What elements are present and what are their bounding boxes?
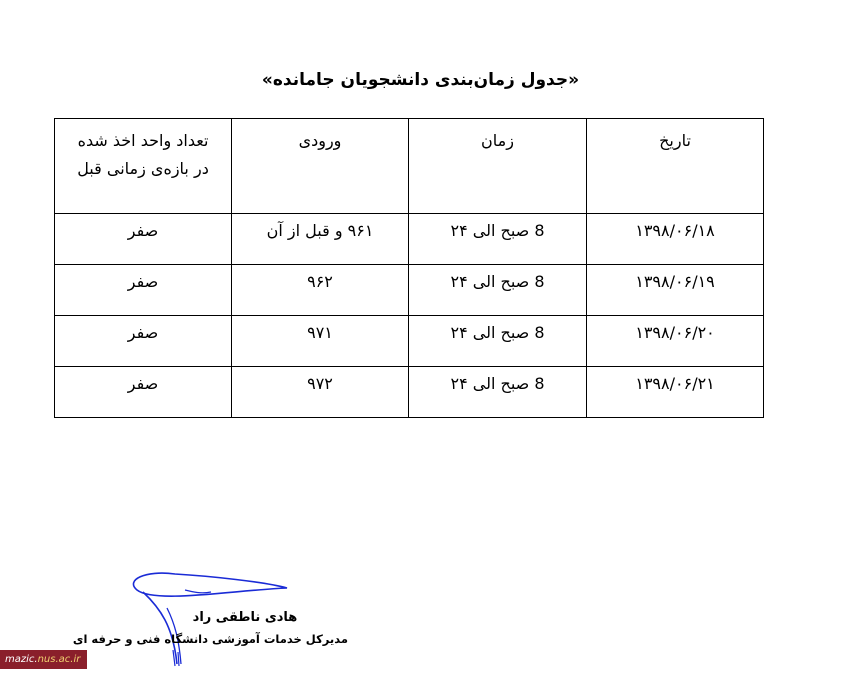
header-units-line2: در بازه‌ی زمانی قبل <box>77 159 209 178</box>
table-row <box>55 316 764 367</box>
cell-time: 8 صبح الی ۲۴ <box>409 265 587 316</box>
cell-date: ۱۳۹۸/۰۶/۲۱ <box>587 367 764 418</box>
cell-units: صفر <box>55 316 232 367</box>
watermark-domain: nus.ac.ir <box>37 654 81 665</box>
cell-entry: ۹۶۱ و قبل از آن <box>232 214 409 265</box>
website-watermark <box>0 650 87 669</box>
cell-date: ۱۳۹۸/۰۶/۱۸ <box>587 214 764 265</box>
table-row <box>55 367 764 418</box>
header-units-line1: تعداد واحد اخذ شده <box>77 131 209 150</box>
watermark-prefix: mazic. <box>5 654 38 665</box>
table-row <box>55 214 764 265</box>
cell-entry: ۹۷۲ <box>232 367 409 418</box>
cell-date: ۱۳۹۸/۰۶/۲۰ <box>587 316 764 367</box>
header-time: زمان <box>409 119 587 214</box>
cell-entry: ۹۶۲ <box>232 265 409 316</box>
schedule-table <box>54 118 764 418</box>
cell-entry: ۹۷۱ <box>232 316 409 367</box>
document-title: «جدول زمان‌بندی دانشجویان جامانده» <box>261 70 580 90</box>
signer-role: مدیرکل خدمات آموزشی دانشگاه فنی و حرفه ای <box>72 632 348 646</box>
cell-time: 8 صبح الی ۲۴ <box>409 214 587 265</box>
header-date: تاریخ <box>587 119 764 214</box>
table-header-row <box>55 119 764 214</box>
signer-name: هادی ناطقی راد <box>192 610 298 625</box>
cell-units: صفر <box>55 214 232 265</box>
header-units <box>55 119 232 214</box>
cell-units: صفر <box>55 367 232 418</box>
cell-date: ۱۳۹۸/۰۶/۱۹ <box>587 265 764 316</box>
cell-time: 8 صبح الی ۲۴ <box>409 367 587 418</box>
cell-units: صفر <box>55 265 232 316</box>
header-entry: ورودی <box>232 119 409 214</box>
cell-time: 8 صبح الی ۲۴ <box>409 316 587 367</box>
table-row <box>55 265 764 316</box>
